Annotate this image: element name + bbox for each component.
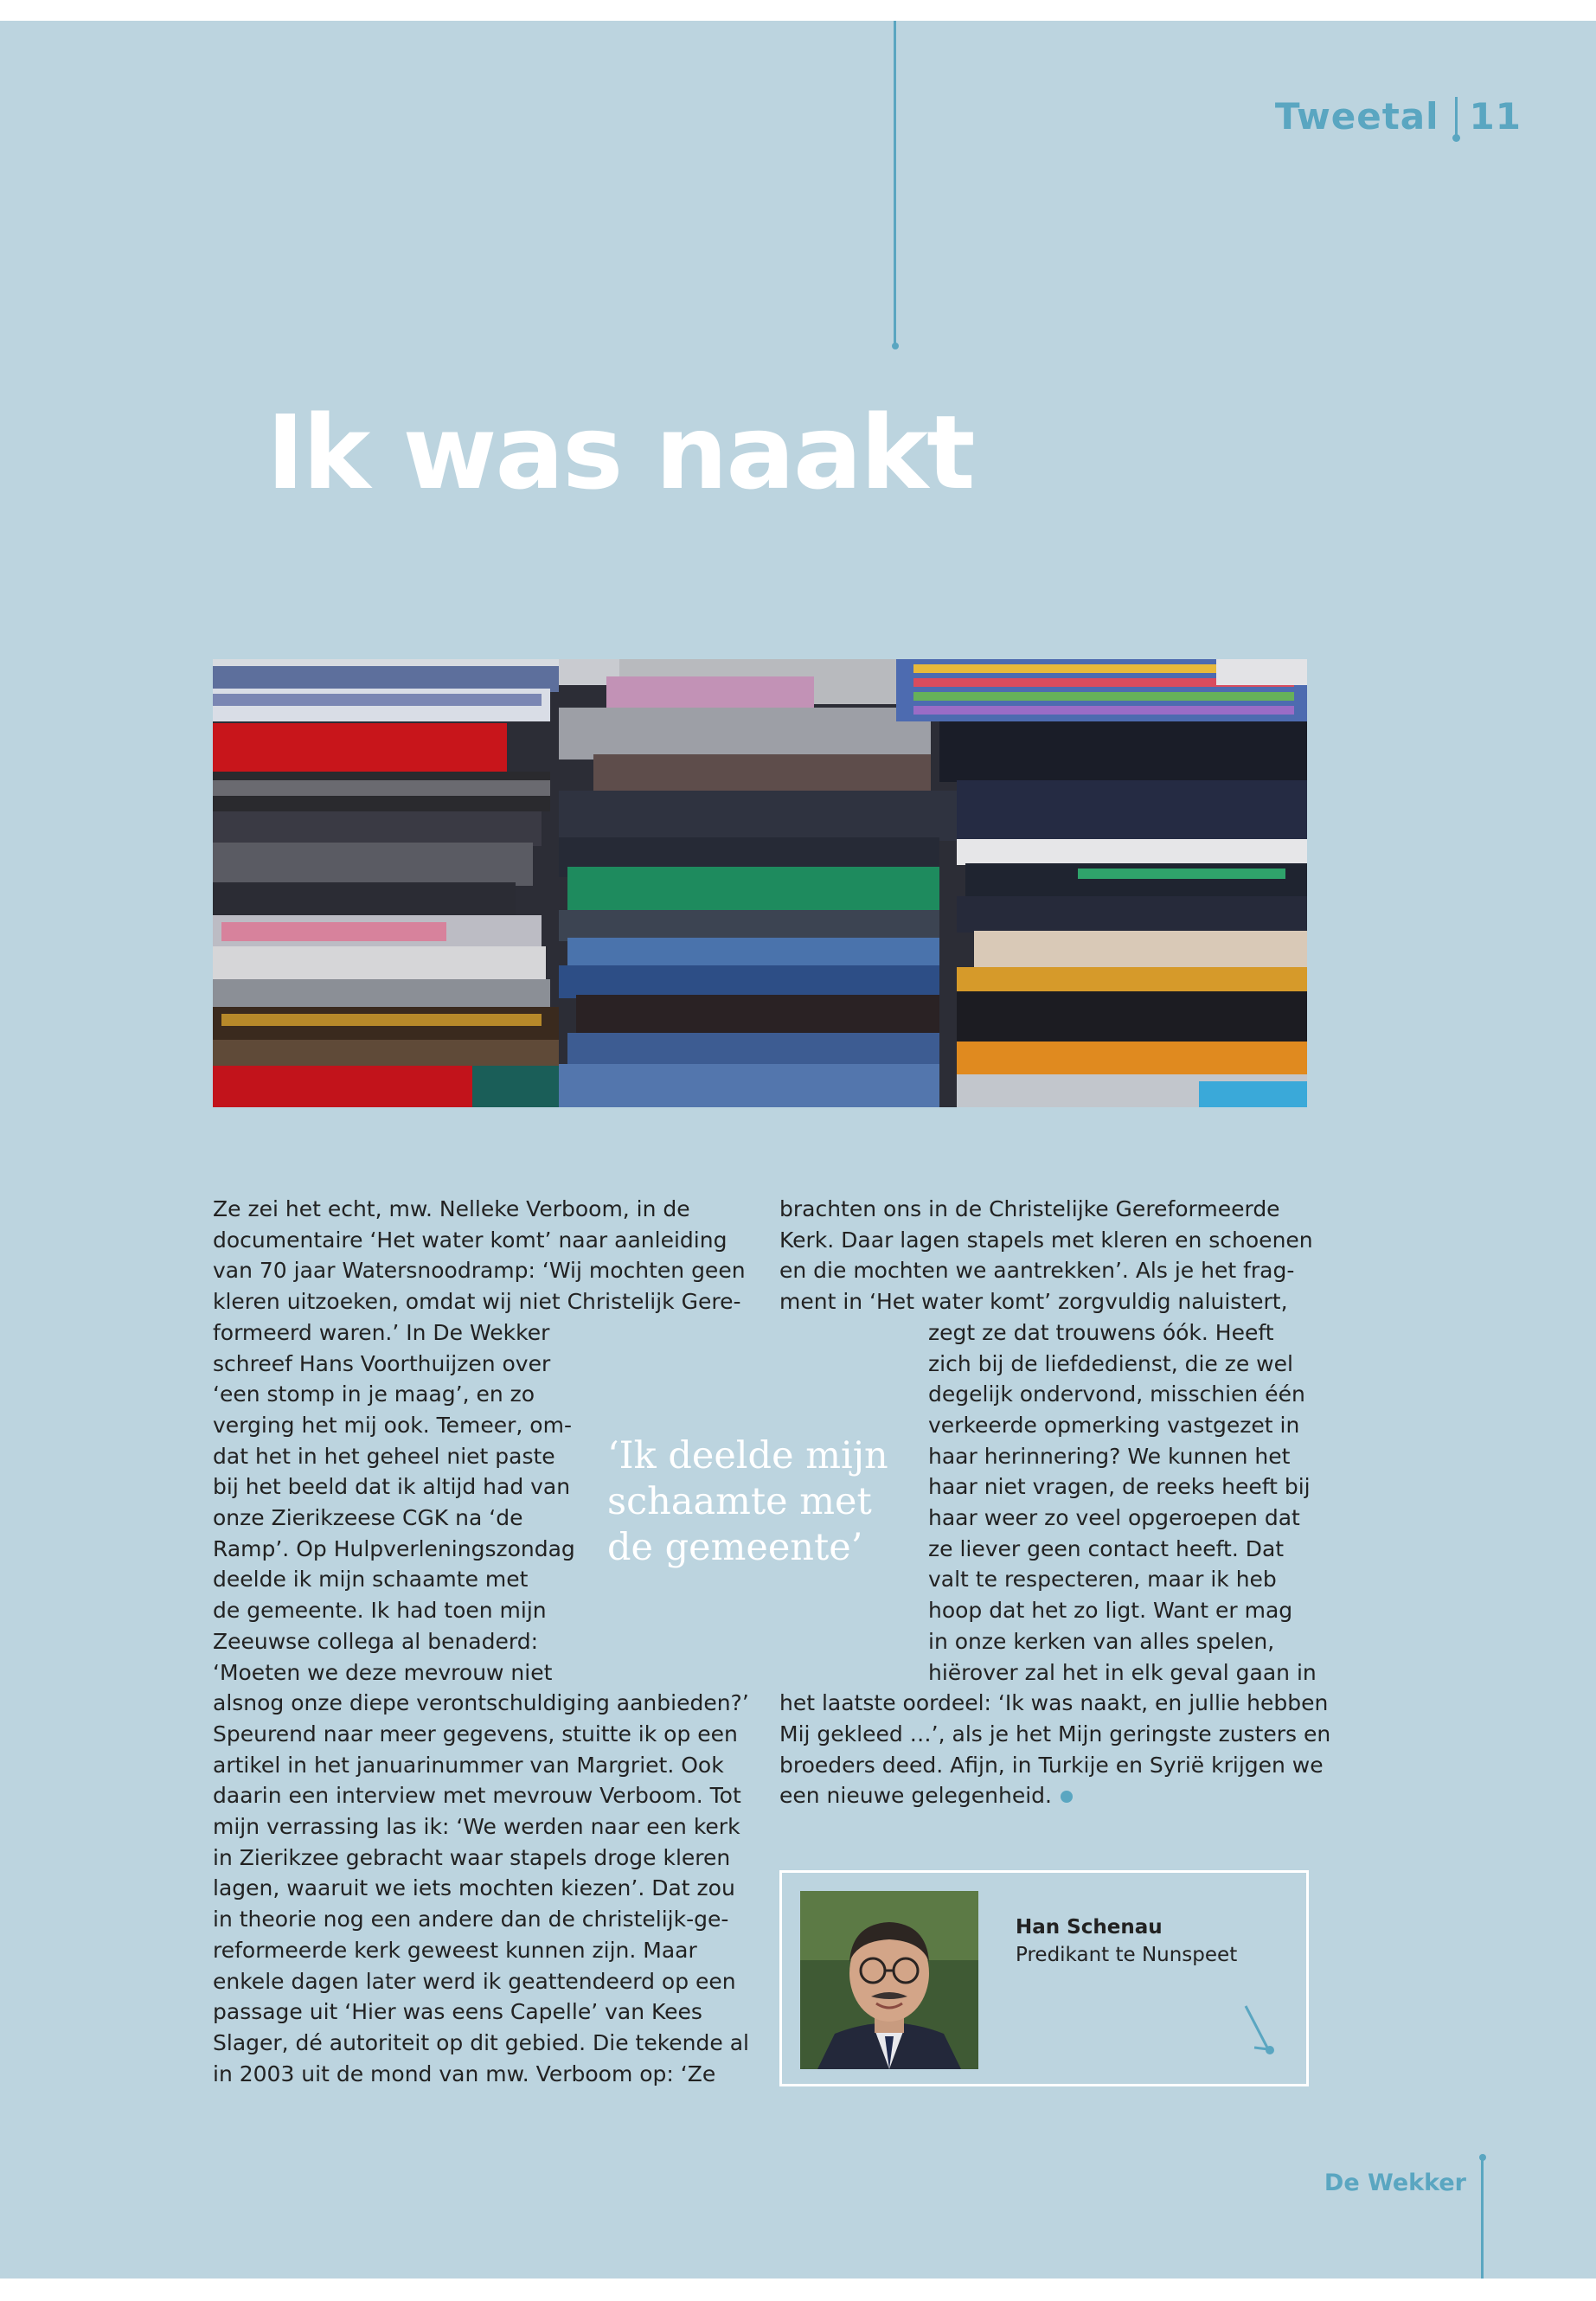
portrait-illustration [800,1891,978,2069]
body-line: degelijk ondervond, misschien één [928,1381,1305,1407]
page-number: 11 [1469,95,1522,138]
author-box [779,1870,1309,2086]
body-line: ‘een stomp in je maag’, en zo [213,1381,535,1407]
top-divider-dot [892,343,899,349]
body-line: documentaire ‘Het water komt’ naar aanleiding [213,1227,727,1253]
body-line: ‘Moeten we deze mevrouw niet [213,1659,553,1685]
body-line: hiërover zal het in elk geval gaan in [928,1659,1317,1685]
body-line: ze liever geen contact heeft. Dat [928,1535,1285,1561]
body-line: enkele dagen later werd ik geattendeerd op een [213,1968,736,1994]
author-portrait [800,1891,978,2069]
body-line: in Zierikzee gebracht waar stapels droge kleren [213,1844,731,1870]
body-line: deelde ik mijn schaamte met [213,1567,529,1593]
body-column-right [779,1194,1330,1811]
header-separator [1455,97,1458,137]
body-line: formeerd waren.’ In De Wekker [213,1319,550,1345]
body-line: Kerk. Daar lagen stapels met kleren en schoenen [779,1227,1313,1253]
body-line: het laatste oordeel: ‘Ik was naakt, en jullie hebben [779,1690,1329,1716]
body-line: Ramp’. Op Hulpverleningszondag [213,1535,575,1561]
body-line: lagen, waaruit we iets mochten kiezen’. Dat zou [213,1875,735,1901]
body-line: in 2003 uit de mond van mw. Verboom op: ‘Ze [213,2061,716,2086]
body-line: in onze kerken van alles spelen, [928,1628,1275,1654]
author-name: Han Schenau [1016,1916,1163,1939]
clothes-illustration [213,659,1307,1107]
body-line: Mij gekleed …’, als je het Mijn geringste zusters en [779,1721,1331,1747]
body-line: dat het in het geheel niet paste [213,1443,555,1469]
body-line: kleren uitzoeken, omdat wij niet Christelijk Gere- [213,1289,741,1315]
bottom-divider-dot [1479,2154,1486,2161]
body-line: Speurend naar meer gegevens, stuitte ik op een [213,1721,738,1747]
corner-arrow-icon [1242,2003,1284,2056]
author-role: Predikant te Nunspeet [1016,1944,1238,1966]
body-line: reformeerde kerk geweest kunnen zijn. Maar [213,1937,697,1963]
body-line: en die mochten we aantrekken’. Als je het frag- [779,1258,1295,1284]
body-line: Zeeuwse collega al benaderd: [213,1628,538,1654]
body-line: daarin een interview met mevrouw Verboom. Tot [213,1783,741,1809]
body-line: passage uit ‘Hier was eens Capelle’ van Kees [213,1999,702,2025]
body-line: haar herinnering? We kunnen het [928,1443,1291,1469]
page [0,21,1596,2279]
stacked-clothes-photo [213,659,1307,1107]
left-stack [213,666,559,1107]
article-title: Ik was naakt [266,393,974,512]
body-line: brachten ons in de Christelijke Gereformeerde [779,1196,1280,1221]
body-line-last-text: een nieuwe gelegenheid. [779,1783,1053,1809]
pull-quote-line: schaamte met [607,1480,872,1523]
body-line: van 70 jaar Watersnoodramp: ‘Wij mochten geen [213,1258,746,1284]
bottom-divider-line [1481,2157,1484,2279]
pull-quote-line: ‘Ik deelde mijn [607,1434,888,1477]
body-line: valt te respecteren, maar ik heb [928,1567,1277,1593]
body-line: artikel in het januarinummer van Margriet. Ook [213,1752,724,1778]
body-line: alsnog onze diepe verontschuldiging aanbieden?’ [213,1690,749,1716]
body-line: verkeerde opmerking vastgezet in [928,1412,1300,1438]
body-line: ment in ‘Het water komt’ zorgvuldig naluistert, [779,1289,1288,1315]
body-line: bij het beeld dat ik altijd had van [213,1474,571,1500]
body-line: broeders deed. Afijn, in Turkije en Syrië krijgen we [779,1752,1324,1778]
body-line: onze Zierikzeese CGK na ‘de [213,1505,523,1531]
body-line: haar niet vragen, de reeks heeft bij [928,1474,1311,1500]
body-line: de gemeente. Ik had toen mijn [213,1598,547,1624]
pull-quote-line: de gemeente’ [607,1526,863,1569]
body-line: schreef Hans Voorthuijzen over [213,1350,551,1376]
body-line: zich bij de liefdedienst, die ze wel [928,1350,1293,1376]
top-divider-line [894,21,896,346]
body-line: Ze zei het echt, mw. Nelleke Verboom, in de [213,1196,690,1221]
body-line: haar weer zo veel opgeroepen dat [928,1505,1300,1531]
body-line-last [779,1780,1330,1811]
body-line: mijn verrassing las ik: ‘We werden naar een kerk [213,1814,740,1840]
body-line: verging het mij ook. Temeer, om- [213,1412,572,1438]
body-line: hoop dat het zo ligt. Want er mag [928,1598,1293,1624]
body-column-left [213,1194,749,2089]
middle-stack [559,659,957,1107]
body-line: Slager, dé autoriteit op dit gebied. Die tekende al [213,2029,749,2055]
publication-name: De Wekker [1324,2170,1466,2196]
body-line: zegt ze dat trouwens óók. Heeft [928,1319,1274,1345]
section-header [1275,95,1522,138]
body-line: in theorie nog een andere dan de christelijk-ge- [213,1907,729,1932]
section-title: Tweetal [1274,95,1439,138]
end-mark-icon [1061,1791,1073,1803]
